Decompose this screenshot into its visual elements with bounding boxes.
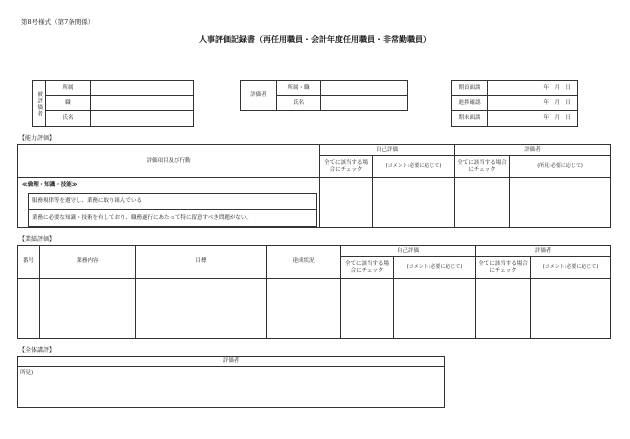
date-value-initial[interactable]: 年 月 日 (488, 81, 578, 96)
ability-self-header: 自己評価 (320, 145, 455, 156)
evaluatee-field-name: 氏名 (46, 111, 91, 127)
ability-evaluator-header: 評価者 (455, 145, 611, 156)
overall-table (17, 356, 445, 408)
evaluatee-field-position: 職 (46, 96, 91, 111)
interview-dates-table (451, 80, 578, 127)
performance-self-check-header: 全てに該当する場合にチェック (341, 257, 394, 279)
performance-evaluator-header: 評価者 (476, 246, 611, 257)
overall-remarks-label: 所見) (20, 370, 34, 376)
performance-evaluator-comment-cell[interactable] (531, 279, 611, 339)
ability-evaluator-comment-header: (所見:必要に応じて) (510, 156, 611, 178)
ability-evaluator-check-header: 全てに該当する場合にチェック (455, 156, 510, 178)
ability-self-check-header: 全てに該当する場合にチェック (320, 156, 373, 178)
ability-self-check-cell[interactable] (320, 178, 373, 228)
overall-section-label: 【全体講評】 (19, 347, 56, 354)
ability-self-comment-cell[interactable] (373, 178, 455, 228)
date-value-final[interactable]: 年 月 日 (488, 111, 578, 127)
evaluatee-field-department: 所属 (46, 81, 91, 96)
goal-cell[interactable] (136, 279, 267, 339)
page-title: 人事評価記録書（再任用職員・会計年度任用職員・非常勤職員） (199, 35, 431, 44)
content-cell[interactable] (40, 279, 136, 339)
date-label-initial: 期首面談 (452, 81, 488, 96)
date-label-final: 期末面談 (452, 111, 488, 127)
col-number-header: 番号 (18, 246, 40, 279)
date-value-progress[interactable]: 年 月 日 (488, 96, 578, 111)
evaluatee-table (32, 80, 194, 127)
evaluator-name-input[interactable] (321, 96, 408, 111)
ability-section-label: 【能力評価】 (19, 135, 56, 142)
number-cell[interactable] (18, 279, 40, 339)
evaluatee-name-input[interactable] (91, 111, 194, 127)
performance-self-check-cell[interactable] (341, 279, 394, 339)
ability-item: 業務に必要な知識・技術を有しており、職務遂行にあたって特に留意すべき問題がない。 (28, 210, 317, 227)
overall-remarks-cell[interactable] (18, 367, 445, 408)
evaluatee-label: 被評価者 (33, 81, 46, 127)
evaluator-field-name: 氏名 (277, 96, 321, 111)
performance-self-comment-cell[interactable] (394, 279, 476, 339)
status-cell[interactable] (267, 279, 341, 339)
performance-evaluator-comment-header: (コメント:必要に応じて) (531, 257, 611, 279)
col-content-header: 業務内容 (40, 246, 136, 279)
performance-self-comment-header: (コメント:必要に応じて) (394, 257, 476, 279)
overall-evaluator-header: 評価者 (18, 357, 445, 367)
col-status-header: 達成状況 (267, 246, 341, 279)
col-goal-header: 目標 (136, 246, 267, 279)
evaluatee-position-input[interactable] (91, 96, 194, 111)
ability-item-header: 評価項目及び行動 (18, 145, 320, 178)
form-number: 第8号様式（第7条関係） (21, 18, 95, 26)
evaluatee-department-input[interactable] (91, 81, 194, 96)
evaluator-table (240, 80, 408, 111)
ability-evaluator-comment-cell[interactable] (510, 178, 611, 228)
evaluator-department-input[interactable] (321, 81, 408, 96)
ability-evaluator-check-cell[interactable] (455, 178, 510, 228)
performance-evaluator-check-header: 全てに該当する場合にチェック (476, 257, 531, 279)
evaluator-field-department: 所属・職 (277, 81, 321, 96)
ability-category: ≪倫理・知識・技能≫ (22, 182, 78, 188)
performance-section-label: 【業績評価】 (19, 236, 56, 243)
performance-table (17, 245, 611, 339)
ability-table (17, 144, 611, 228)
ability-item: 服務規律等を遵守し、業務に取り組んでいる (28, 193, 317, 209)
performance-self-header: 自己評価 (341, 246, 476, 257)
performance-evaluator-check-cell[interactable] (476, 279, 531, 339)
evaluator-label: 評価者 (241, 81, 277, 111)
ability-self-comment-header: (コメント:必要に応じて) (373, 156, 455, 178)
date-label-progress: 進捗確認 (452, 96, 488, 111)
